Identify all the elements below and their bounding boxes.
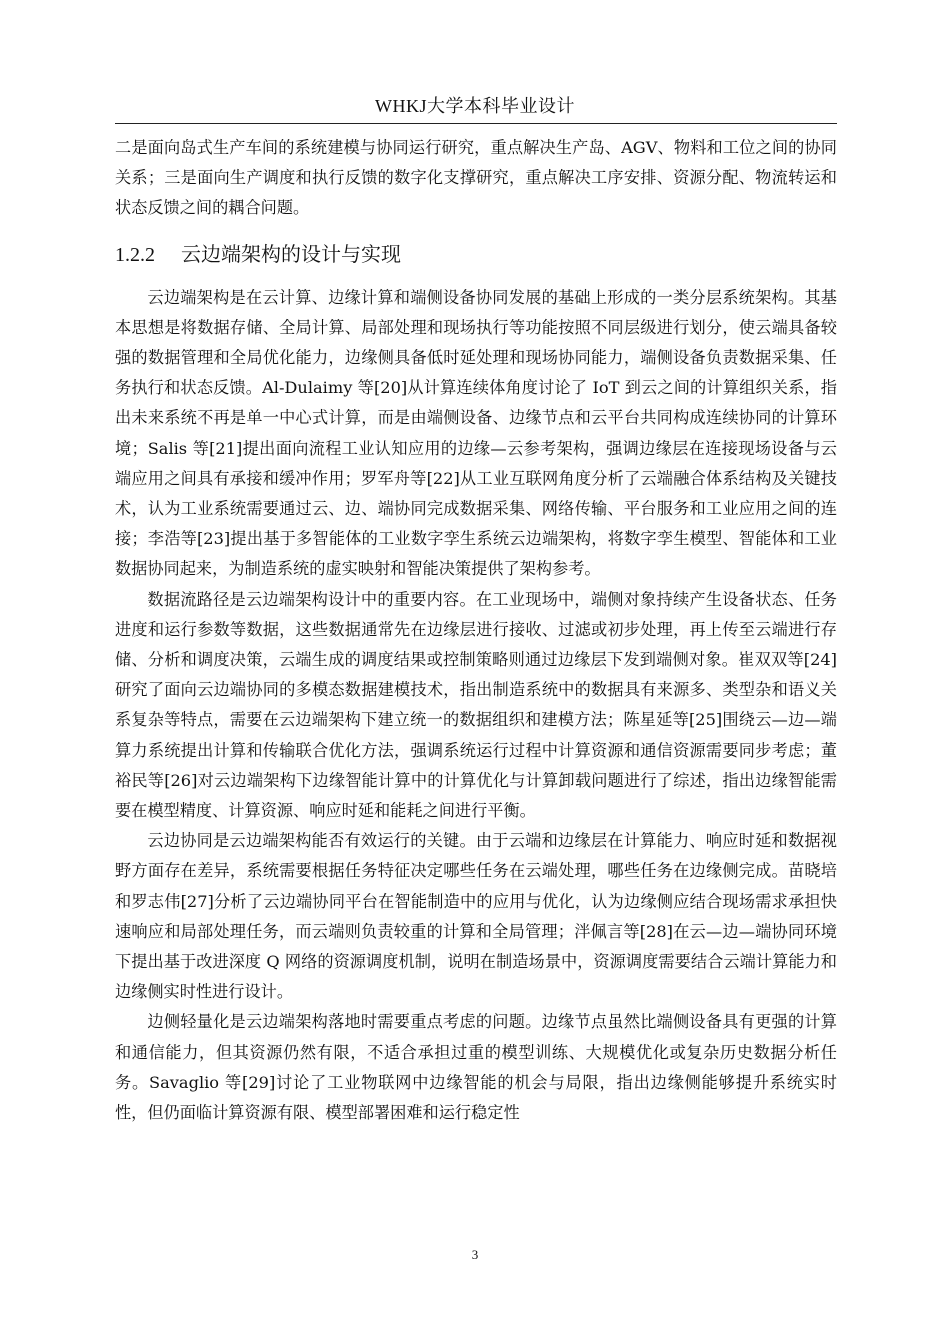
page-body xyxy=(115,133,837,1128)
page-number: 3 xyxy=(471,1247,479,1262)
section-heading xyxy=(115,238,837,271)
section-number: 1.2.2 xyxy=(115,243,155,266)
intro-paragraph: 二是面向岛式生产车间的系统建模与协同运行研究，重点解决生产岛、AGV、物料和工位之间的协同关系；三是面向生产调度和执行反馈的数字化支撑研究，重点解决工序安排、资源分配、物流转运和状态反馈之间的耦合问题。 xyxy=(115,138,837,218)
page-header-title: WHKJ大学本科毕业设计 xyxy=(375,96,575,116)
body-paragraph-3: 云边协同是云边端架构能否有效运行的关键。由于云端和边缘层在计算能力、响应时延和数据视野方面存在差异，系统需要根据任务特征决定哪些任务在云端处理，哪些任务在边缘侧完成。苗晓培和罗志伟[27]分析了云边端协同平台在智能制造中的应用与优化，认为边缘侧应结合现场需求承担快速响应和局部处理任务，而云端则负责较重的计算和全局管理；泮佩言等[28]在云—边—端协同环境下提出基于改进深度 Q 网络的资源调度机制，说明在制造场景中，资源调度需要结合云端计算能力和边缘侧实时性进行设计。 xyxy=(115,831,837,1002)
body-paragraph-4: 边侧轻量化是云边端架构落地时需要重点考虑的问题。边缘节点虽然比端侧设备具有更强的计算和通信能力，但其资源仍然有限，不适合承担过重的模型训练、大规模优化或复杂历史数据分析任务。Savaglio 等[29]讨论了工业物联网中边缘智能的机会与局限，指出边缘侧能够提升系统实时性，但仍面临计算资源有限、模型部署困难和运行稳定性 xyxy=(115,1012,837,1123)
body-paragraph-2: 数据流路径是云边端架构设计中的重要内容。在工业现场中，端侧对象持续产生设备状态、任务进度和运行参数等数据，这些数据通常先在边缘层进行接收、过滤或初步处理，再上传至云端进行存储、分析和调度决策，云端生成的调度结果或控制策略则通过边缘层下发到端侧对象。崔双双等[24]研究了面向云边端协同的多模态数据建模技术，指出制造系统中的数据具有来源多、类型杂和语义关系复杂等特点，需要在云边端架构下建立统一的数据组织和建模方法；陈星延等[25]围绕云—边—端算力系统提出计算和传输联合优化方法，强调系统运行过程中计算资源和通信资源需要同步考虑；董裕民等[26]对云边端架构下边缘智能计算中的计算优化与计算卸载问题进行了综述，指出边缘智能需要在模型精度、计算资源、响应时延和能耗之间进行平衡。 xyxy=(115,589,837,821)
header-divider xyxy=(115,123,837,124)
body-paragraph-1: 云边端架构是在云计算、边缘计算和端侧设备协同发展的基础上形成的一类分层系统架构。其基本思想是将数据存储、全局计算、局部处理和现场执行等功能按照不同层级进行划分，使云端具备较强的数据管理和全局优化能力，边缘侧具备低时延处理和现场协同能力，端侧设备负责数据采集、任务执行和状态反馈。Al-Dulaimy 等[20]从计算连续体角度讨论了 IoT 到云之间的计算组织关系，指出未来系统不再是单一中心式计算，而是由端侧设备、边缘节点和云平台共同构成连续协同的计算环境；Salis 等[21]提出面向流程工业认知应用的边缘—云参考架构，强调边缘层在连接现场设备与云端应用之间具有承接和缓冲作用；罗军舟等[22]从工业互联网角度分析了云端融合体系结构及关键技术，认为工业系统需要通过云、边、端协同完成数据采集、网络传输、平台服务和工业应用之间的连接；李浩等[23]提出基于多智能体的工业数字孪生系统云边端架构，将数字孪生模型、智能体和工业数据协同起来，为制造系统的虚实映射和智能决策提供了架构参考。 xyxy=(115,287,837,579)
section-title: 云边端架构的设计与实现 xyxy=(181,241,401,266)
